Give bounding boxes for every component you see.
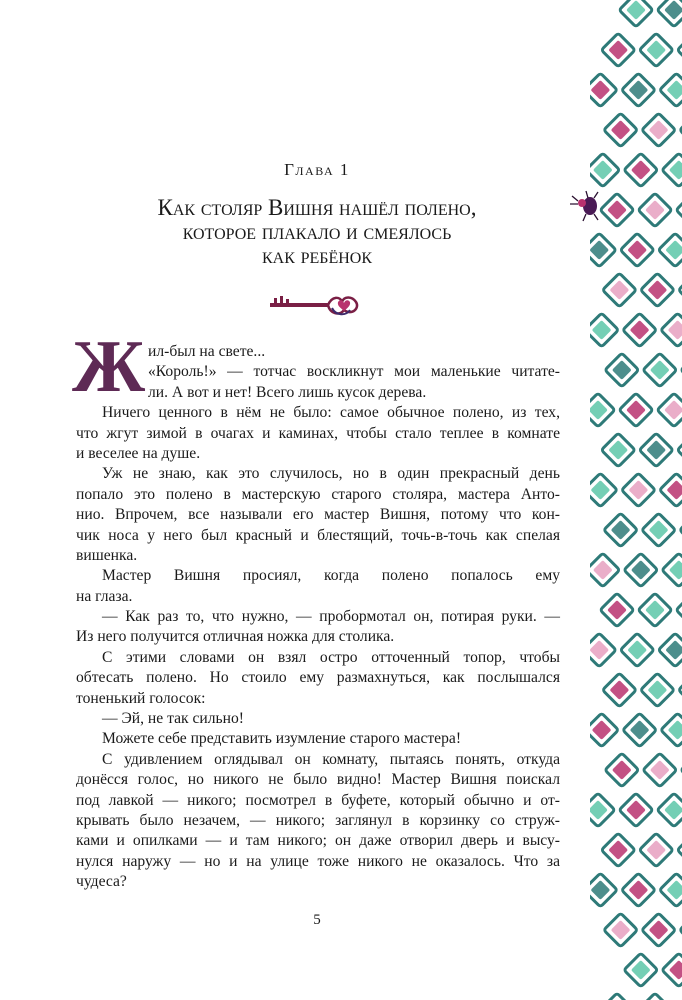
border-diamond — [621, 873, 655, 907]
border-diamond — [678, 273, 682, 307]
border-diamond — [601, 433, 635, 467]
border-diamond — [602, 673, 636, 707]
border-diamond — [659, 73, 682, 107]
border-diamond — [590, 73, 617, 107]
border-diamond — [621, 473, 655, 507]
border-diamond — [638, 993, 672, 1000]
decorative-diamond-border — [590, 0, 682, 1000]
border-diamond — [658, 633, 682, 667]
border-diamond — [590, 553, 620, 587]
border-diamond — [590, 713, 619, 747]
border-diamond — [623, 313, 657, 347]
text-line: попало это полено в мастерскую старого столяра, мастера Анто- — [76, 485, 560, 503]
border-diamond — [658, 233, 682, 267]
border-diamond — [662, 553, 682, 587]
border-diamond — [677, 433, 682, 467]
chapter-title-line-3: как ребёнок — [261, 243, 373, 268]
text-line: под лавкой — никого; посмотрел в буфете, который обычно и от- — [76, 791, 560, 809]
text-line: вишенка. — [76, 546, 138, 564]
border-diamond — [619, 0, 653, 27]
border-diamond — [601, 833, 635, 867]
border-diamond — [639, 833, 673, 867]
border-diamond — [659, 873, 682, 907]
border-diamond — [600, 593, 634, 627]
text-line: — Как раз то, что нужно, — пробормотал он, потирая руки. — — [102, 608, 560, 626]
body-text — [76, 342, 560, 893]
border-diamond — [642, 913, 676, 947]
text-line: ли. А вот и нет! Всего лишь кусок дерева. — [148, 383, 427, 401]
border-diamond — [638, 593, 672, 627]
border-diamond — [659, 473, 682, 507]
border-diamond — [677, 833, 682, 867]
border-diamond — [590, 473, 617, 507]
page-number: 5 — [313, 912, 321, 928]
border-diamond — [620, 233, 654, 267]
border-diamond — [623, 713, 657, 747]
border-diamond — [590, 233, 616, 267]
text-line: на глаза. — [76, 587, 133, 605]
drop-cap-letter: Ж — [72, 333, 146, 395]
text-line: донёсся голос, но никого не было видно! Мастер Вишня поискал — [76, 771, 560, 789]
text-line: Из него получится отличная ножка для столика. — [76, 628, 395, 646]
border-diamond — [676, 593, 682, 627]
border-diamond — [640, 673, 674, 707]
border-diamond — [676, 993, 682, 1000]
text-line: чудеса? — [76, 873, 127, 891]
chapter-title-line-1: Как столяр Вишня нашёл полено, — [157, 195, 477, 220]
border-diamond — [621, 73, 655, 107]
border-diamond — [677, 33, 682, 67]
border-diamond — [604, 113, 638, 147]
text-line: нио. Впрочем, все называли его мастер Вишня, потому что кон- — [76, 506, 560, 524]
border-diamond — [643, 753, 677, 787]
border-diamond — [619, 793, 653, 827]
text-line: «Король!» — тотчас воскликнут мои маленькие читате- — [148, 363, 560, 381]
border-diamond — [624, 953, 658, 987]
text-line: Ничего ценного в нём не было: самое обычное полено, из тех, — [102, 404, 560, 422]
text-line: ил-был на свете... — [148, 343, 266, 360]
border-diamond — [619, 393, 653, 427]
text-line: Можете себе представить изумление старого мастера! — [102, 730, 462, 748]
border-diamond — [604, 513, 638, 547]
border-diamond — [590, 873, 617, 907]
text-line: нулся наружу — но и на улице тоже никого не оказалось. Что за — [76, 852, 560, 870]
text-line: тоненький голосок: — [76, 689, 206, 707]
text-line: С этими словами он взял остро отточенный топор, чтобы — [102, 648, 560, 666]
border-diamond — [643, 353, 677, 387]
text-line: — Эй, не так сильно! — [102, 710, 244, 728]
border-diamond — [661, 313, 682, 347]
border-diamond — [638, 193, 672, 227]
border-diamond — [639, 33, 673, 67]
border-diamond — [676, 193, 682, 227]
beetle-icon — [566, 186, 606, 226]
chapter-title-line-2: которое плакало и смеялось — [182, 219, 452, 244]
border-diamond — [590, 313, 619, 347]
border-diamond — [600, 993, 634, 1000]
border-diamond — [605, 753, 639, 787]
border-diamond — [639, 433, 673, 467]
text-line: чик носа у него был красный и блестящий, точь-в-точь как спелая — [76, 526, 560, 544]
border-diamond — [590, 393, 615, 427]
border-diamond — [602, 273, 636, 307]
text-line: ками и опилками — и там никого; он даже отворил дверь и высу- — [76, 832, 560, 850]
text-line: Мастер Вишня просиял, когда полено попалось ему — [102, 567, 560, 585]
border-diamond — [662, 153, 682, 187]
border-diamond — [661, 713, 682, 747]
border-diamond — [624, 553, 658, 587]
border-diamond — [657, 393, 682, 427]
border-diamond — [590, 633, 616, 667]
chapter-label: Глава 1 — [284, 160, 350, 179]
border-diamond — [605, 353, 639, 387]
text-line: и веселее на душе. — [76, 444, 201, 462]
text-line: что жгут зимой в очагах и каминах, чтобы стало теплее в комнате — [76, 424, 560, 442]
border-diamond — [642, 513, 676, 547]
border-diamond — [657, 0, 682, 27]
text-line: Уж не знаю, как это случилось, но в один прекрасный день — [102, 465, 560, 483]
border-diamond — [590, 793, 615, 827]
text-line: обтесать полено. Но стоило ему размахнуться, как послышался — [76, 669, 560, 687]
border-diamond — [642, 113, 676, 147]
text-line: крывать было незачем, — никого; заглянул в корзинку со струж- — [76, 811, 560, 829]
border-diamond — [657, 793, 682, 827]
chapter-title — [70, 196, 564, 268]
border-diamond — [662, 953, 682, 987]
border-diamond — [678, 673, 682, 707]
border-diamond — [601, 33, 635, 67]
border-diamond — [620, 633, 654, 667]
text-line: С удивлением оглядывал он комнату, пытаясь понять, откуда — [102, 750, 560, 768]
border-diamond — [640, 273, 674, 307]
key-ornament-icon — [268, 290, 364, 320]
